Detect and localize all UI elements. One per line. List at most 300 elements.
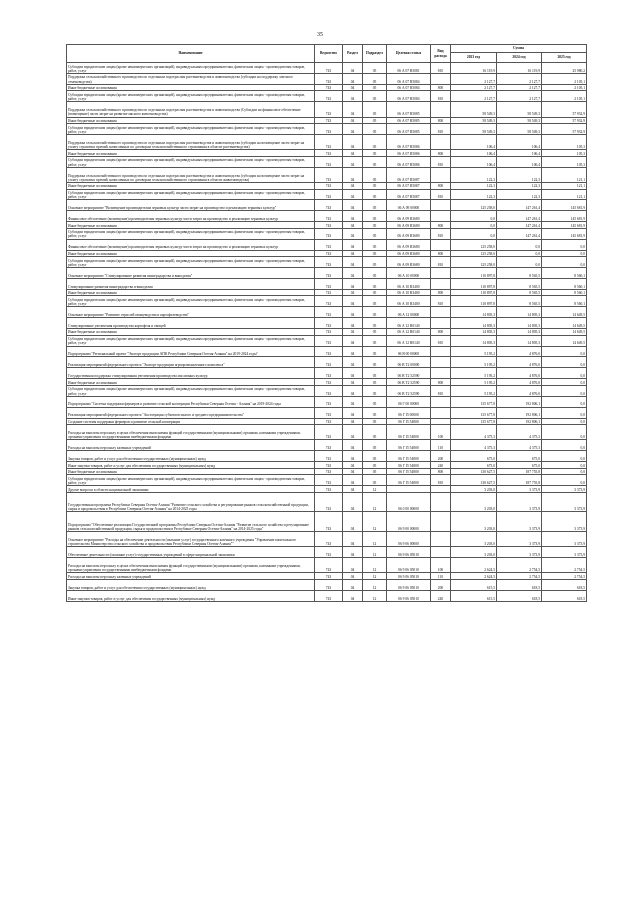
cell-expense-type: 100: [431, 425, 451, 440]
cell-sum-2023: 125 258,0: [451, 200, 497, 211]
cell-sum-2025: 3 373,9: [542, 531, 587, 546]
cell-sum-2023: 110 897,8: [451, 268, 497, 279]
cell-name: Основное мероприятие "Расходы на обеспечение деятельности (оказание услуг) государственного казенного учреждения "Управление капитального строительства Министерства сельского хозяйства и продовольствия Республики Северная Осетия-Алания"": [67, 531, 315, 546]
cell-target-code: 06 А 07 R5085: [387, 117, 431, 124]
cell-expense-type: [431, 368, 451, 379]
cell-subsection: 12: [363, 492, 387, 512]
table-row: [67, 425, 587, 440]
cell-subsection: 05: [363, 379, 387, 386]
cell-section: 04: [343, 278, 363, 289]
col-2024-header: 2024 год: [497, 53, 542, 63]
cell-ministry: 743: [315, 357, 343, 368]
cell-sum-2024: 187 755,8: [497, 468, 542, 475]
cell-ministry: 743: [315, 318, 343, 329]
cell-subsection: 05: [363, 346, 387, 357]
cell-sum-2025: 3 373,9: [542, 547, 587, 558]
cell-name: Поддержка сельскохозяйственного производства по отдельным подотраслям растениеводства и животноводства (субсидии на возмещение части затрат на уплату страховых премий, начисленных по договорам сельскохозяйственного страхования в области животноводства): [67, 167, 315, 182]
cell-subsection: 05: [363, 211, 387, 222]
cell-ministry: 743: [315, 102, 343, 117]
cell-sum-2025: 0,0: [542, 451, 587, 462]
cell-expense-type: [431, 318, 451, 329]
cell-target-code: 06 А 09 R3680: [387, 211, 431, 222]
cell-subsection: 05: [363, 167, 387, 182]
cell-sum-2025: 105,3: [542, 134, 587, 149]
table-row: [67, 307, 587, 318]
cell-section: 04: [343, 307, 363, 318]
cell-ministry: 743: [315, 462, 343, 469]
cell-name: Субсидии юридическим лицам (кроме некоммерческих организаций), индивидуальным предпринимателям, физическим лицам - производителям товаров, работ, услуг: [67, 124, 315, 135]
cell-sum-2023: 122,3: [451, 182, 497, 189]
cell-subsection: 05: [363, 250, 387, 257]
cell-ministry: 743: [315, 63, 343, 74]
cell-section: 04: [343, 475, 363, 486]
cell-sum-2023: 2 127,7: [451, 84, 497, 91]
cell-expense-type: [431, 492, 451, 512]
cell-sum-2023: 130 627,5: [451, 475, 497, 486]
cell-expense-type: 800: [431, 329, 451, 336]
cell-target-code: 06 А 07 R5087: [387, 189, 431, 200]
cell-name: Закупка товаров, работ и услуг для обеспечения государственных (муниципальных) нужд: [67, 579, 315, 590]
cell-sum-2024: 14 805,3: [497, 335, 542, 346]
cell-subsection: 05: [363, 329, 387, 336]
cell-sum-2025: 0,0: [542, 368, 587, 379]
cell-name: Расходы на выплаты персоналу казенных учреждений: [67, 440, 315, 451]
cell-section: 04: [343, 425, 363, 440]
cell-sum-2023: 14 805,3: [451, 307, 497, 318]
cell-subsection: 05: [363, 124, 387, 135]
cell-expense-type: 800: [431, 379, 451, 386]
cell-section: 04: [343, 346, 363, 357]
cell-expense-type: [431, 211, 451, 222]
cell-ministry: 743: [315, 531, 343, 546]
cell-sum-2025: 57 932,9: [542, 117, 587, 124]
cell-name: Подпрограмма "Обеспечение реализации Государственной программы Республики Северная Осетия-Алания "Развитие сельского хозяйства и регулирование рынков сельскохозяйственной продукции, сырья и продовольствия в Республике Северная Осетия-Алания" на 2014-2025 годы": [67, 512, 315, 532]
cell-name: Обеспечение деятельности (оказание услуг) государственных учреждений в сфере национальной экономики: [67, 547, 315, 558]
cell-sum-2024: 0,0: [497, 250, 542, 257]
cell-ministry: 743: [315, 547, 343, 558]
cell-subsection: 05: [363, 396, 387, 407]
cell-ministry: 743: [315, 268, 343, 279]
cell-name: Финансовое обеспечение (возмещение) производителям зерновых культур части затрат на производство и реализацию зерновых культур: [67, 211, 315, 222]
cell-section: 04: [343, 440, 363, 451]
cell-subsection: 05: [363, 418, 387, 425]
cell-target-code: 06 Г I5 54800: [387, 468, 431, 475]
cell-target-code: 06 А 10 R3400: [387, 289, 431, 296]
table-row: [67, 200, 587, 211]
cell-section: 04: [343, 228, 363, 239]
cell-name: Субсидии юридическим лицам (кроме некоммерческих организаций), индивидуальным предпринимателям, физическим лицам - производителям товаров, работ, услуг: [67, 228, 315, 239]
cell-target-code: 06 А 07 R5081: [387, 63, 431, 74]
cell-sum-2023: 58 549,3: [451, 117, 497, 124]
cell-ministry: 743: [315, 418, 343, 425]
cell-ministry: 743: [315, 289, 343, 296]
cell-name: Государственная поддержка стимулирования увеличения производства масличных культур: [67, 368, 315, 379]
cell-section: 04: [343, 167, 363, 182]
cell-target-code: 06 А 10 R3400: [387, 278, 431, 289]
cell-sum-2024: 2 127,7: [497, 84, 542, 91]
cell-sum-2023: 122,3: [451, 167, 497, 182]
cell-ministry: 743: [315, 451, 343, 462]
cell-sum-2023: 5 195,2: [451, 357, 497, 368]
cell-expense-type: 800: [431, 250, 451, 257]
cell-sum-2023: 2 127,7: [451, 73, 497, 84]
cell-subsection: 12: [363, 579, 387, 590]
cell-sum-2025: 57 932,9: [542, 124, 587, 135]
cell-sum-2025: 2 105,1: [542, 73, 587, 84]
table-row: [67, 357, 587, 368]
cell-sum-2024: 14 805,3: [497, 329, 542, 336]
cell-ministry: 743: [315, 257, 343, 268]
cell-name: Субсидии юридическим лицам (кроме некоммерческих организаций), индивидуальным предпринимателям, физическим лицам - производителям товаров, работ, услуг: [67, 296, 315, 307]
cell-section: 04: [343, 329, 363, 336]
cell-subsection: 05: [363, 239, 387, 250]
cell-sum-2023: 110 897,8: [451, 289, 497, 296]
cell-name: Расходы на выплаты персоналу в целях обеспечения выполнения функций государственными (муниципальными) органами, казенными учреждениями, органами управления государственными внебюджетными фондами: [67, 558, 315, 573]
cell-sum-2023: 0,0: [451, 228, 497, 239]
cell-section: 04: [343, 368, 363, 379]
cell-subsection: 05: [363, 200, 387, 211]
cell-ministry: 743: [315, 200, 343, 211]
cell-sum-2023: 122,3: [451, 189, 497, 200]
table-row: [67, 102, 587, 117]
cell-expense-type: 110: [431, 440, 451, 451]
cell-name: Стимулирование развития виноградарства и виноделия: [67, 278, 315, 289]
cell-sum-2024: 3 373,9: [497, 547, 542, 558]
cell-ministry: 743: [315, 91, 343, 102]
cell-target-code: 06 В 00 00000: [387, 346, 431, 357]
cell-name: Расходы на выплаты персоналу в целях обеспечения выполнения функций государственными (муниципальными) органами, казенными учреждениями, органами управления государственными внебюджетными фондами: [67, 425, 315, 440]
cell-sum-2024: 147 261,4: [497, 211, 542, 222]
cell-sum-2023: 3 203,0: [451, 512, 497, 532]
cell-sum-2025: 14 649,5: [542, 307, 587, 318]
cell-sum-2024: 2 754,5: [497, 573, 542, 580]
cell-sum-2023: 135 677,8: [451, 396, 497, 407]
cell-name: Основное мероприятие "Стимулирование развития виноградарства и виноделия": [67, 268, 315, 279]
cell-sum-2023: 14 805,3: [451, 318, 497, 329]
table-row: [67, 167, 587, 182]
cell-name: Поддержка сельскохозяйственного производства по отдельным подотраслям растениеводства и животноводства (Субсидии на финансовое обеспечение (возмещение) части затрат на развитие мясного животноводства): [67, 102, 315, 117]
cell-expense-type: 810: [431, 228, 451, 239]
table-row: [67, 156, 587, 167]
cell-name: Иные бюджетные ассигнования: [67, 84, 315, 91]
cell-sum-2023: 2 624,5: [451, 558, 497, 573]
cell-sum-2024: 0,0: [497, 239, 542, 250]
cell-sum-2023: 125 258,0: [451, 257, 497, 268]
cell-ministry: 743: [315, 590, 343, 601]
cell-target-code: 06 Г I5 54800: [387, 451, 431, 462]
cell-subsection: 05: [363, 156, 387, 167]
cell-sum-2025: 25 980,2: [542, 63, 587, 74]
cell-expense-type: 810: [431, 257, 451, 268]
cell-sum-2024: 4 876,0: [497, 379, 542, 386]
cell-name: Расходы на выплаты персоналу казенных учреждений: [67, 573, 315, 580]
cell-sum-2025: 2 754,5: [542, 558, 587, 573]
cell-sum-2024: 147 261,4: [497, 200, 542, 211]
cell-sum-2025: 121,1: [542, 167, 587, 182]
cell-sum-2025: 0,0: [542, 468, 587, 475]
cell-target-code: 06 9 06 05010: [387, 590, 431, 601]
cell-target-code: 06 9 06 05010: [387, 558, 431, 573]
cell-sum-2025: 618,5: [542, 579, 587, 590]
cell-target-code: 06 А 09 R3680: [387, 228, 431, 239]
cell-sum-2024: 4 876,0: [497, 368, 542, 379]
cell-sum-2023: 615,5: [451, 579, 497, 590]
table-row: [67, 407, 587, 418]
cell-name: Субсидии юридическим лицам (кроме некоммерческих организаций), индивидуальным предпринимателям, физическим лицам - производителям товаров, работ, услуг: [67, 335, 315, 346]
cell-ministry: 743: [315, 239, 343, 250]
cell-section: 04: [343, 268, 363, 279]
cell-expense-type: 810: [431, 296, 451, 307]
cell-section: 04: [343, 222, 363, 229]
cell-sum-2023: 3 203,0: [451, 547, 497, 558]
cell-ministry: 743: [315, 558, 343, 573]
table-row: [67, 318, 587, 329]
cell-name: Иные бюджетные ассигнования: [67, 468, 315, 475]
cell-sum-2025: 0,0: [542, 346, 587, 357]
cell-sum-2024: 106,4: [497, 156, 542, 167]
cell-subsection: 12: [363, 573, 387, 580]
cell-sum-2024: 3 373,9: [497, 492, 542, 512]
cell-sum-2025: 105,3: [542, 156, 587, 167]
cell-expense-type: [431, 134, 451, 149]
table-row: [67, 91, 587, 102]
page-number: 35: [317, 32, 323, 38]
table-row: [67, 492, 587, 512]
table-row: [67, 268, 587, 279]
cell-name: Поддержка сельскохозяйственного производства по отдельным подотраслям растениеводства и животноводства (субсидии на возмещение части затрат на уплату страховых премий, начисленных по договорам сельскохозяйственного страхования в области растениеводства): [67, 134, 315, 149]
cell-sum-2023: 3 203,0: [451, 531, 497, 546]
cell-sum-2025: 8 560,1: [542, 296, 587, 307]
cell-target-code: 06 Г I5 54800: [387, 462, 431, 469]
cell-name: Государственная программа Республики Северная Осетия-Алания "Развитие сельского хозяйства и регулирование рынков сельскохозяйственной продукции, сырья и продовольствия в Республике Северная Осетия-Алания" на 2014-2025 годы: [67, 492, 315, 512]
cell-section: 04: [343, 84, 363, 91]
cell-sum-2023: 125 258,0: [451, 239, 497, 250]
cell-target-code: 06 Г I5 54800: [387, 440, 431, 451]
cell-subsection: 12: [363, 486, 387, 493]
cell-sum-2024: 4 876,0: [497, 385, 542, 396]
table-row: [67, 335, 587, 346]
cell-target-code: 06 А 07 R5084: [387, 73, 431, 84]
cell-sum-2024: 147 261,4: [497, 228, 542, 239]
cell-subsection: 05: [363, 228, 387, 239]
cell-ministry: 743: [315, 573, 343, 580]
cell-sum-2025: 145 681,9: [542, 200, 587, 211]
cell-section: 04: [343, 492, 363, 512]
cell-expense-type: [431, 357, 451, 368]
cell-expense-type: 100: [431, 558, 451, 573]
cell-target-code: 06 А 09 00000: [387, 200, 431, 211]
cell-expense-type: [431, 278, 451, 289]
cell-target-code: 06 А 12 00000: [387, 307, 431, 318]
cell-sum-2025: 3 373,9: [542, 512, 587, 532]
cell-sum-2024: 147 261,4: [497, 222, 542, 229]
cell-expense-type: [431, 307, 451, 318]
cell-sum-2024: 58 549,3: [497, 102, 542, 117]
cell-sum-2023: 110 897,8: [451, 296, 497, 307]
cell-sum-2023: 16 119,9: [451, 63, 497, 74]
cell-target-code: 06 А 09 R3680: [387, 250, 431, 257]
cell-sum-2024: 192 806,1: [497, 418, 542, 425]
cell-ministry: 743: [315, 492, 343, 512]
cell-ministry: 743: [315, 468, 343, 475]
cell-ministry: 743: [315, 385, 343, 396]
cell-sum-2024: 106,4: [497, 150, 542, 157]
cell-sum-2023: 106,4: [451, 150, 497, 157]
table-row: [67, 475, 587, 486]
cell-ministry: 743: [315, 396, 343, 407]
cell-sum-2025: 0,0: [542, 250, 587, 257]
cell-expense-type: [431, 239, 451, 250]
cell-ministry: 743: [315, 512, 343, 532]
cell-subsection: 05: [363, 307, 387, 318]
cell-sum-2024: 618,5: [497, 579, 542, 590]
table-row: [67, 547, 587, 558]
cell-subsection: 05: [363, 150, 387, 157]
cell-ministry: 743: [315, 346, 343, 357]
col-name-header: Наименование: [67, 45, 315, 63]
cell-sum-2024: 122,3: [497, 189, 542, 200]
cell-name: Субсидии юридическим лицам (кроме некоммерческих организаций), индивидуальным предпринимателям, физическим лицам - производителям товаров, работ, услуг: [67, 156, 315, 167]
cell-subsection: 05: [363, 134, 387, 149]
cell-section: 04: [343, 134, 363, 149]
cell-sum-2025: 3 373,9: [542, 486, 587, 493]
cell-target-code: 06 В Т2 52590: [387, 368, 431, 379]
cell-expense-type: 240: [431, 462, 451, 469]
table-row: [67, 73, 587, 84]
cell-expense-type: [431, 200, 451, 211]
cell-expense-type: 810: [431, 335, 451, 346]
cell-target-code: 06 Г I5 54800: [387, 475, 431, 486]
cell-sum-2023: 0,0: [451, 222, 497, 229]
cell-sum-2024: 14 805,3: [497, 318, 542, 329]
cell-sum-2025: 0,0: [542, 425, 587, 440]
cell-expense-type: 810: [431, 475, 451, 486]
cell-sum-2024: 16 119,9: [497, 63, 542, 74]
cell-sum-2025: 0,0: [542, 239, 587, 250]
cell-sum-2024: 3 373,9: [497, 486, 542, 493]
cell-sum-2024: 8 565,5: [497, 268, 542, 279]
cell-sum-2023: 14 805,3: [451, 329, 497, 336]
cell-expense-type: 810: [431, 124, 451, 135]
cell-ministry: 743: [315, 84, 343, 91]
cell-sum-2023: 4 375,3: [451, 440, 497, 451]
cell-section: 04: [343, 63, 363, 74]
cell-subsection: 05: [363, 63, 387, 74]
cell-sum-2023: 3 203,0: [451, 486, 497, 493]
cell-subsection: 05: [363, 425, 387, 440]
col-2025-header: 2025 год: [542, 53, 587, 63]
cell-section: 04: [343, 250, 363, 257]
cell-name: Субсидии юридическим лицам (кроме некоммерческих организаций), индивидуальным предпринимателям, физическим лицам - производителям товаров, работ, услуг: [67, 257, 315, 268]
cell-sum-2024: 675,0: [497, 462, 542, 469]
cell-sum-2025: 0,0: [542, 396, 587, 407]
cell-expense-type: 810: [431, 91, 451, 102]
table-row: [67, 257, 587, 268]
cell-sum-2024: 192 806,1: [497, 407, 542, 418]
cell-target-code: 06 А 07 R5086: [387, 134, 431, 149]
cell-sum-2024: 3 373,9: [497, 531, 542, 546]
cell-target-code: 06 А 07 R5086: [387, 150, 431, 157]
table-row: [67, 368, 587, 379]
cell-sum-2025: 2 105,1: [542, 84, 587, 91]
cell-expense-type: 800: [431, 182, 451, 189]
cell-name: Иные бюджетные ассигнования: [67, 379, 315, 386]
col-2023-header: 2023 год: [451, 53, 497, 63]
cell-sum-2025: 8 560,1: [542, 268, 587, 279]
cell-section: 04: [343, 579, 363, 590]
cell-subsection: 05: [363, 257, 387, 268]
cell-sum-2024: 2 127,7: [497, 73, 542, 84]
cell-sum-2023: 5 195,2: [451, 368, 497, 379]
cell-subsection: 05: [363, 102, 387, 117]
cell-expense-type: 110: [431, 573, 451, 580]
cell-name: Закупка товаров, работ и услуг для обеспечения государственных (муниципальных) нужд: [67, 451, 315, 462]
cell-ministry: 743: [315, 579, 343, 590]
cell-section: 04: [343, 512, 363, 532]
cell-subsection: 05: [363, 73, 387, 84]
cell-sum-2025: 145 681,9: [542, 228, 587, 239]
cell-expense-type: 810: [431, 156, 451, 167]
cell-expense-type: [431, 268, 451, 279]
cell-name: Иные бюджетные ассигнования: [67, 222, 315, 229]
col-sum-header: Сумма: [451, 45, 587, 53]
table-row: [67, 512, 587, 532]
table-row: [67, 211, 587, 222]
cell-expense-type: 800: [431, 222, 451, 229]
cell-name: Иные бюджетные ассигнования: [67, 329, 315, 336]
cell-name: Иные закупки товаров, работ и услуг для обеспечения государственных (муниципальных) нужд: [67, 590, 315, 601]
cell-ministry: 743: [315, 250, 343, 257]
cell-section: 04: [343, 531, 363, 546]
cell-subsection: 12: [363, 531, 387, 546]
cell-expense-type: 800: [431, 150, 451, 157]
cell-sum-2025: 0,0: [542, 440, 587, 451]
cell-target-code: 06 А 07 R5086: [387, 156, 431, 167]
cell-sum-2025: 618,5: [542, 590, 587, 601]
table-row: [67, 590, 587, 601]
cell-target-code: 06 0 00 00000: [387, 492, 431, 512]
cell-expense-type: 800: [431, 289, 451, 296]
cell-ministry: 743: [315, 156, 343, 167]
cell-subsection: 12: [363, 558, 387, 573]
cell-name: Подпрограмма "Региональный проект "Экспорт продукции АПК Республики Северная Осетия-Алания" на 2019-2024 годы": [67, 346, 315, 357]
cell-target-code: 06 9 06 05010: [387, 579, 431, 590]
cell-target-code: 06 А 12 R0140: [387, 318, 431, 329]
cell-expense-type: [431, 102, 451, 117]
cell-sum-2023: 2 624,5: [451, 573, 497, 580]
cell-section: 04: [343, 189, 363, 200]
cell-sum-2025: 0,0: [542, 418, 587, 425]
cell-sum-2024: 4 876,0: [497, 346, 542, 357]
cell-sum-2025: 0,0: [542, 475, 587, 486]
table-row: [67, 531, 587, 546]
table-body: [67, 63, 587, 602]
cell-ministry: 743: [315, 368, 343, 379]
table-row: [67, 558, 587, 573]
cell-ministry: 743: [315, 182, 343, 189]
cell-sum-2025: 8 560,1: [542, 289, 587, 296]
cell-sum-2024: 106,4: [497, 134, 542, 149]
cell-ministry: 743: [315, 329, 343, 336]
cell-subsection: 05: [363, 451, 387, 462]
cell-section: 04: [343, 573, 363, 580]
cell-sum-2024: 8 565,5: [497, 296, 542, 307]
cell-section: 04: [343, 289, 363, 296]
cell-subsection: 05: [363, 189, 387, 200]
cell-sum-2023: 4 375,3: [451, 425, 497, 440]
cell-target-code: 06 Г I5 54800: [387, 418, 431, 425]
cell-ministry: 743: [315, 228, 343, 239]
